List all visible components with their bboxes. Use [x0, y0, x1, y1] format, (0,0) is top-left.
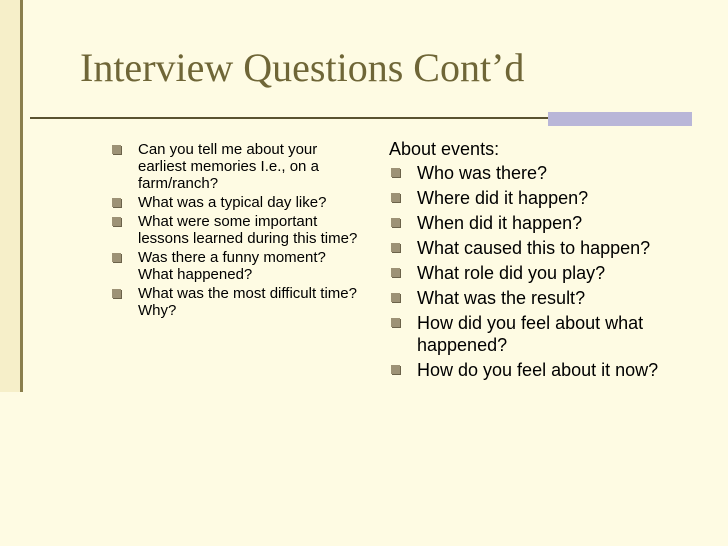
square-bullet-icon — [112, 217, 121, 226]
list-item-text: What was a typical day like? — [138, 194, 327, 211]
square-bullet-icon — [391, 268, 400, 277]
list-item-text: Where did it happen? — [417, 188, 589, 208]
square-bullet-icon — [391, 243, 400, 252]
list-item-text: When did it happen? — [417, 213, 583, 233]
accent-block — [548, 112, 692, 126]
list-item-text: What were some important lessons learned during this time? — [138, 213, 358, 247]
right-question-column — [389, 138, 689, 384]
list-item — [389, 262, 689, 284]
square-bullet-icon — [391, 293, 400, 302]
left-question-column — [112, 141, 362, 321]
events-heading: About events: — [389, 139, 500, 159]
list-item-text: What was the most difficult time? Why? — [138, 285, 357, 319]
list-item — [389, 359, 689, 381]
list-item — [389, 287, 689, 309]
left-question-list — [112, 141, 362, 319]
list-item — [112, 285, 362, 319]
square-bullet-icon — [391, 168, 400, 177]
square-bullet-icon — [112, 198, 121, 207]
square-bullet-icon — [391, 318, 400, 327]
list-item-text: How did you feel about what happened? — [417, 313, 644, 355]
list-item-text: How do you feel about it now? — [417, 360, 659, 380]
list-item-text: What role did you play? — [417, 263, 606, 283]
list-item — [112, 213, 362, 247]
list-item-text: Was there a funny moment? What happened? — [138, 249, 326, 283]
list-item — [112, 249, 362, 283]
list-item-text: What caused this to happen? — [417, 238, 651, 258]
list-item — [112, 194, 362, 211]
square-bullet-icon — [112, 289, 121, 298]
list-item — [389, 237, 689, 259]
square-bullet-icon — [112, 145, 121, 154]
square-bullet-icon — [391, 193, 400, 202]
square-bullet-icon — [391, 365, 400, 374]
list-item-text: What was the result? — [417, 288, 586, 308]
slide-title: Interview Questions Cont’d — [80, 45, 525, 90]
list-item — [389, 212, 689, 234]
list-item — [389, 162, 689, 184]
list-item — [112, 141, 362, 192]
square-bullet-icon — [391, 218, 400, 227]
left-decorative-bar — [0, 0, 23, 392]
list-item — [389, 187, 689, 209]
square-bullet-icon — [112, 253, 121, 262]
list-item-text: Who was there? — [417, 163, 548, 183]
list-item-text: Can you tell me about your earliest memories I.e., on a farm/ranch? — [138, 141, 319, 192]
list-item — [389, 312, 689, 356]
right-question-list — [389, 162, 689, 381]
